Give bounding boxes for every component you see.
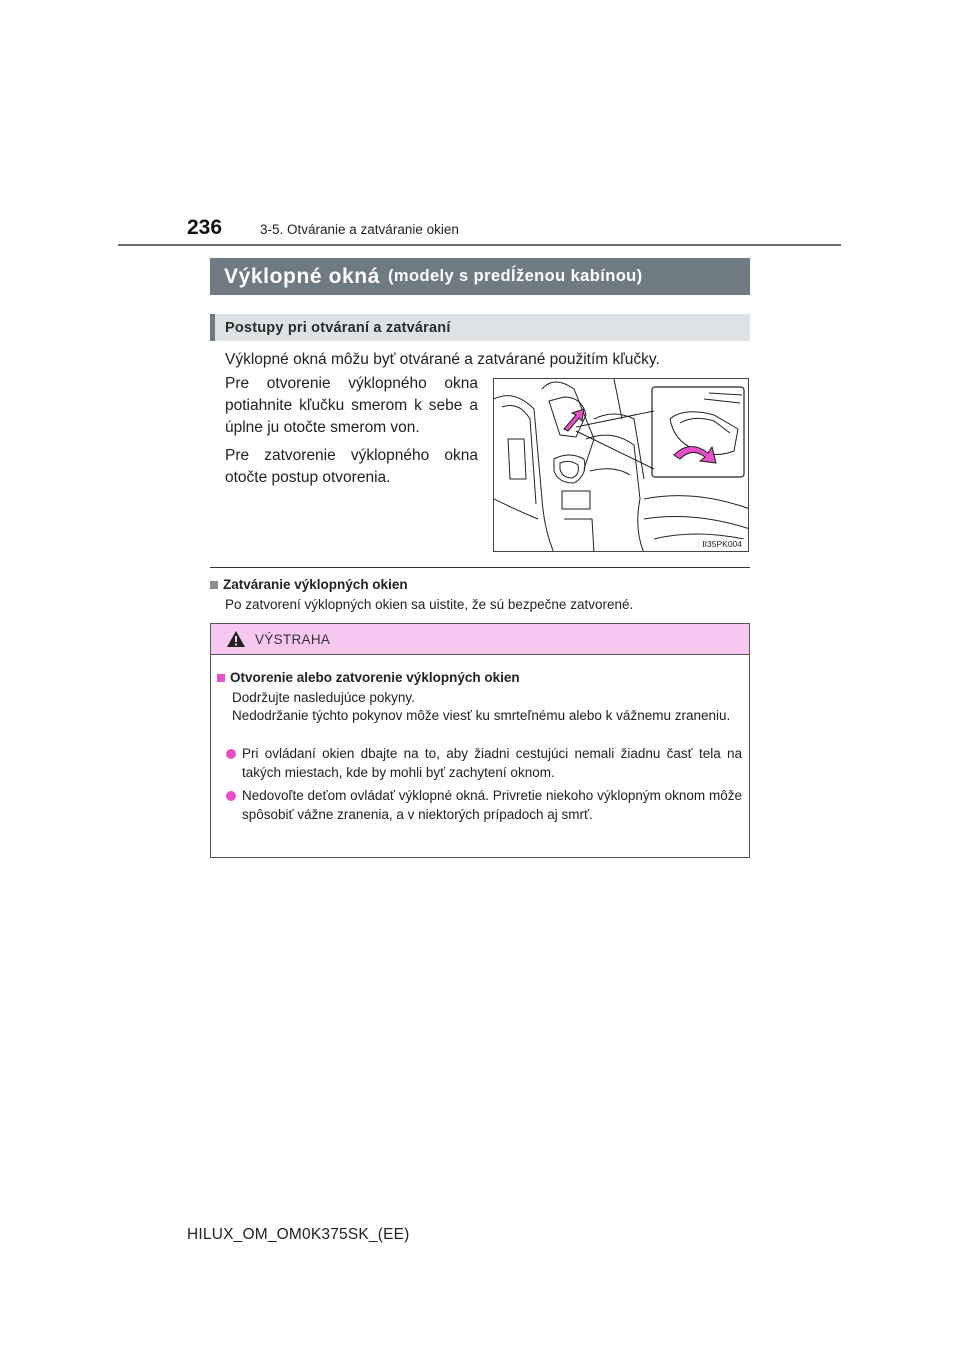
warning-title: VÝSTRAHA [255, 631, 331, 647]
pull-arrow [564, 409, 584, 431]
page-number: 236 [187, 216, 223, 239]
note-heading-text: Zatváranie výklopných okien [223, 577, 408, 592]
bullet-dot-icon [226, 749, 236, 759]
intro-text: Výklopné okná môžu byť otvárané a zatvárané použitím kľučky. [225, 351, 660, 368]
note-heading [210, 577, 408, 592]
interior-drawing [494, 379, 749, 552]
window-handle-illustration [493, 378, 749, 552]
section-divider [210, 567, 750, 568]
warning-item-heading-text: Otvorenie alebo zatvorenie výklopných okien [230, 670, 520, 685]
subhead-bar [210, 314, 750, 341]
warning-bullet-text: Pri ovládaní okien dbajte na to, aby žiadni cestujúci nemali žiadnu časť tela na takých miestach, kde by mohli byť zachytení oknom. [242, 746, 742, 780]
section-label: 3-5. Otváranie a zatváranie okien [260, 222, 459, 237]
page-subtitle: (modely s predĺženou kabínou) [388, 267, 643, 285]
footer-code: HILUX_OM_OM0K375SK_(EE) [187, 1226, 410, 1243]
title-bar [210, 258, 750, 295]
close-instruction: Pre zatvorenie výklopného okna otočte postup otvorenia. [225, 447, 478, 486]
open-instruction: Pre otvorenie výklopného okna potiahnite kľučku smerom k sebe a úplne ju otočte smerom von. [225, 375, 478, 436]
warning-bullet [226, 787, 742, 824]
warning-item-heading [217, 670, 520, 685]
warning-line: Nedodržanie týchto pokynov môže viesť ku smrteľnému alebo k vážnemu zraneniu. [232, 708, 731, 723]
bullet-dot-icon [226, 791, 236, 801]
square-bullet-icon [217, 674, 225, 682]
figure-code: II35PK004 [702, 539, 742, 549]
warning-box [210, 623, 750, 858]
subhead-accent [210, 314, 215, 341]
warning-triangle-icon [226, 630, 246, 648]
note-body: Po zatvorení výklopných okien sa uistite, že sú bezpečne zatvorené. [225, 597, 634, 612]
warning-line: Dodržujte nasledujúce pokyny. [232, 690, 415, 705]
header-rule [118, 244, 841, 246]
page-title: Výklopné okná [224, 264, 381, 288]
warning-bullet-text: Nedovoľte deťom ovládať výklopné okná. Privretie niekoho výklopným oknom môže spôsobiť vážne zranenia, a v niektorých prípadoch aj smrť. [242, 788, 742, 822]
square-bullet-icon [210, 581, 218, 589]
subhead-title: Postupy pri otváraní a zatváraní [225, 319, 451, 336]
warning-header [211, 624, 749, 655]
warning-bullet [226, 745, 742, 782]
